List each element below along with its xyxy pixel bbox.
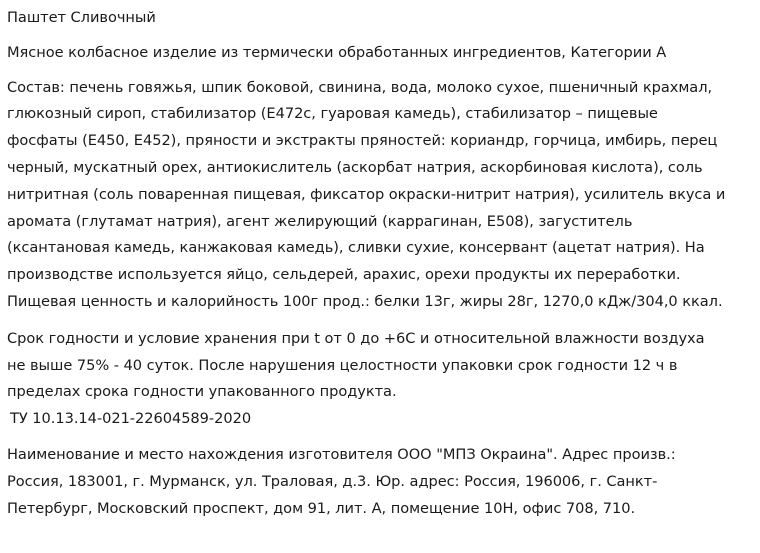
storage-section (7, 326, 750, 433)
composition-line: черный, мускатный орех, антиокислитель (аскорбат натрия, аскорбиновая кислота), соль (7, 158, 703, 176)
storage-line: не выше 75% - 40 суток. После нарушения целостности упаковки срок годности 12 ч в (7, 356, 678, 374)
composition-line: нитритная (соль поваренная пищевая, фиксатор окраски-нитрит натрия), усилитель вкуса и (7, 185, 726, 203)
nutrition-line: Пищевая ценность и калорийность 100г прод.: белки 13г, жиры 28г, 1270,0 кДж/304,0 ккал. (7, 292, 723, 310)
storage-line: пределах срока годности упакованного продукта. (7, 383, 397, 401)
composition-line: фосфаты (Е450, Е452), пряности и экстракты пряностей: кориандр, горчица, имбирь, перец (7, 132, 718, 150)
composition-line: (ксантановая камедь, канжаковая камедь), сливки сухие, консервант (ацетат натрия). На (7, 239, 705, 257)
product-category: Мясное колбасное изделие из термически обработанных ингредиентов, Категории А (7, 43, 667, 61)
technical-standard: ТУ 10.13.14-021-22604589-2020 (10, 410, 252, 428)
manufacturer-line: Россия, 183001, г. Мурманск, ул. Траловая, д.3. Юр. адрес: Россия, 196006, г. Санкт- (7, 472, 658, 490)
product-title: Паштет Сливочный (7, 9, 156, 26)
manufacturer-line: Петербург, Московский проспект, дом 91, лит. А, помещение 10Н, офис 708, 710. (7, 499, 636, 517)
composition-line: Состав: печень говяжья, шпик боковой, свинина, вода, молоко сухое, пшеничный крахмал, (7, 78, 713, 96)
composition-line: глюкозный сироп, стабилизатор (Е472с, гуаровая камедь), стабилизатор – пищевые (7, 105, 658, 123)
composition-section (7, 75, 750, 316)
manufacturer-section (7, 442, 750, 522)
manufacturer-line: Наименование и место нахождения изготовителя ООО "МПЗ Окраина". Адрес произв.: (7, 445, 676, 463)
storage-line: Срок годности и условие хранения при t от 0 до +6С и относительной влажности воздуха (7, 329, 705, 347)
composition-line: аромата (глутамат натрия), агент желирующий (каррагинан, Е508), загуститель (7, 212, 633, 230)
composition-line: производстве используется яйцо, сельдерей, арахис, орехи продукты их переработки. (7, 266, 681, 284)
